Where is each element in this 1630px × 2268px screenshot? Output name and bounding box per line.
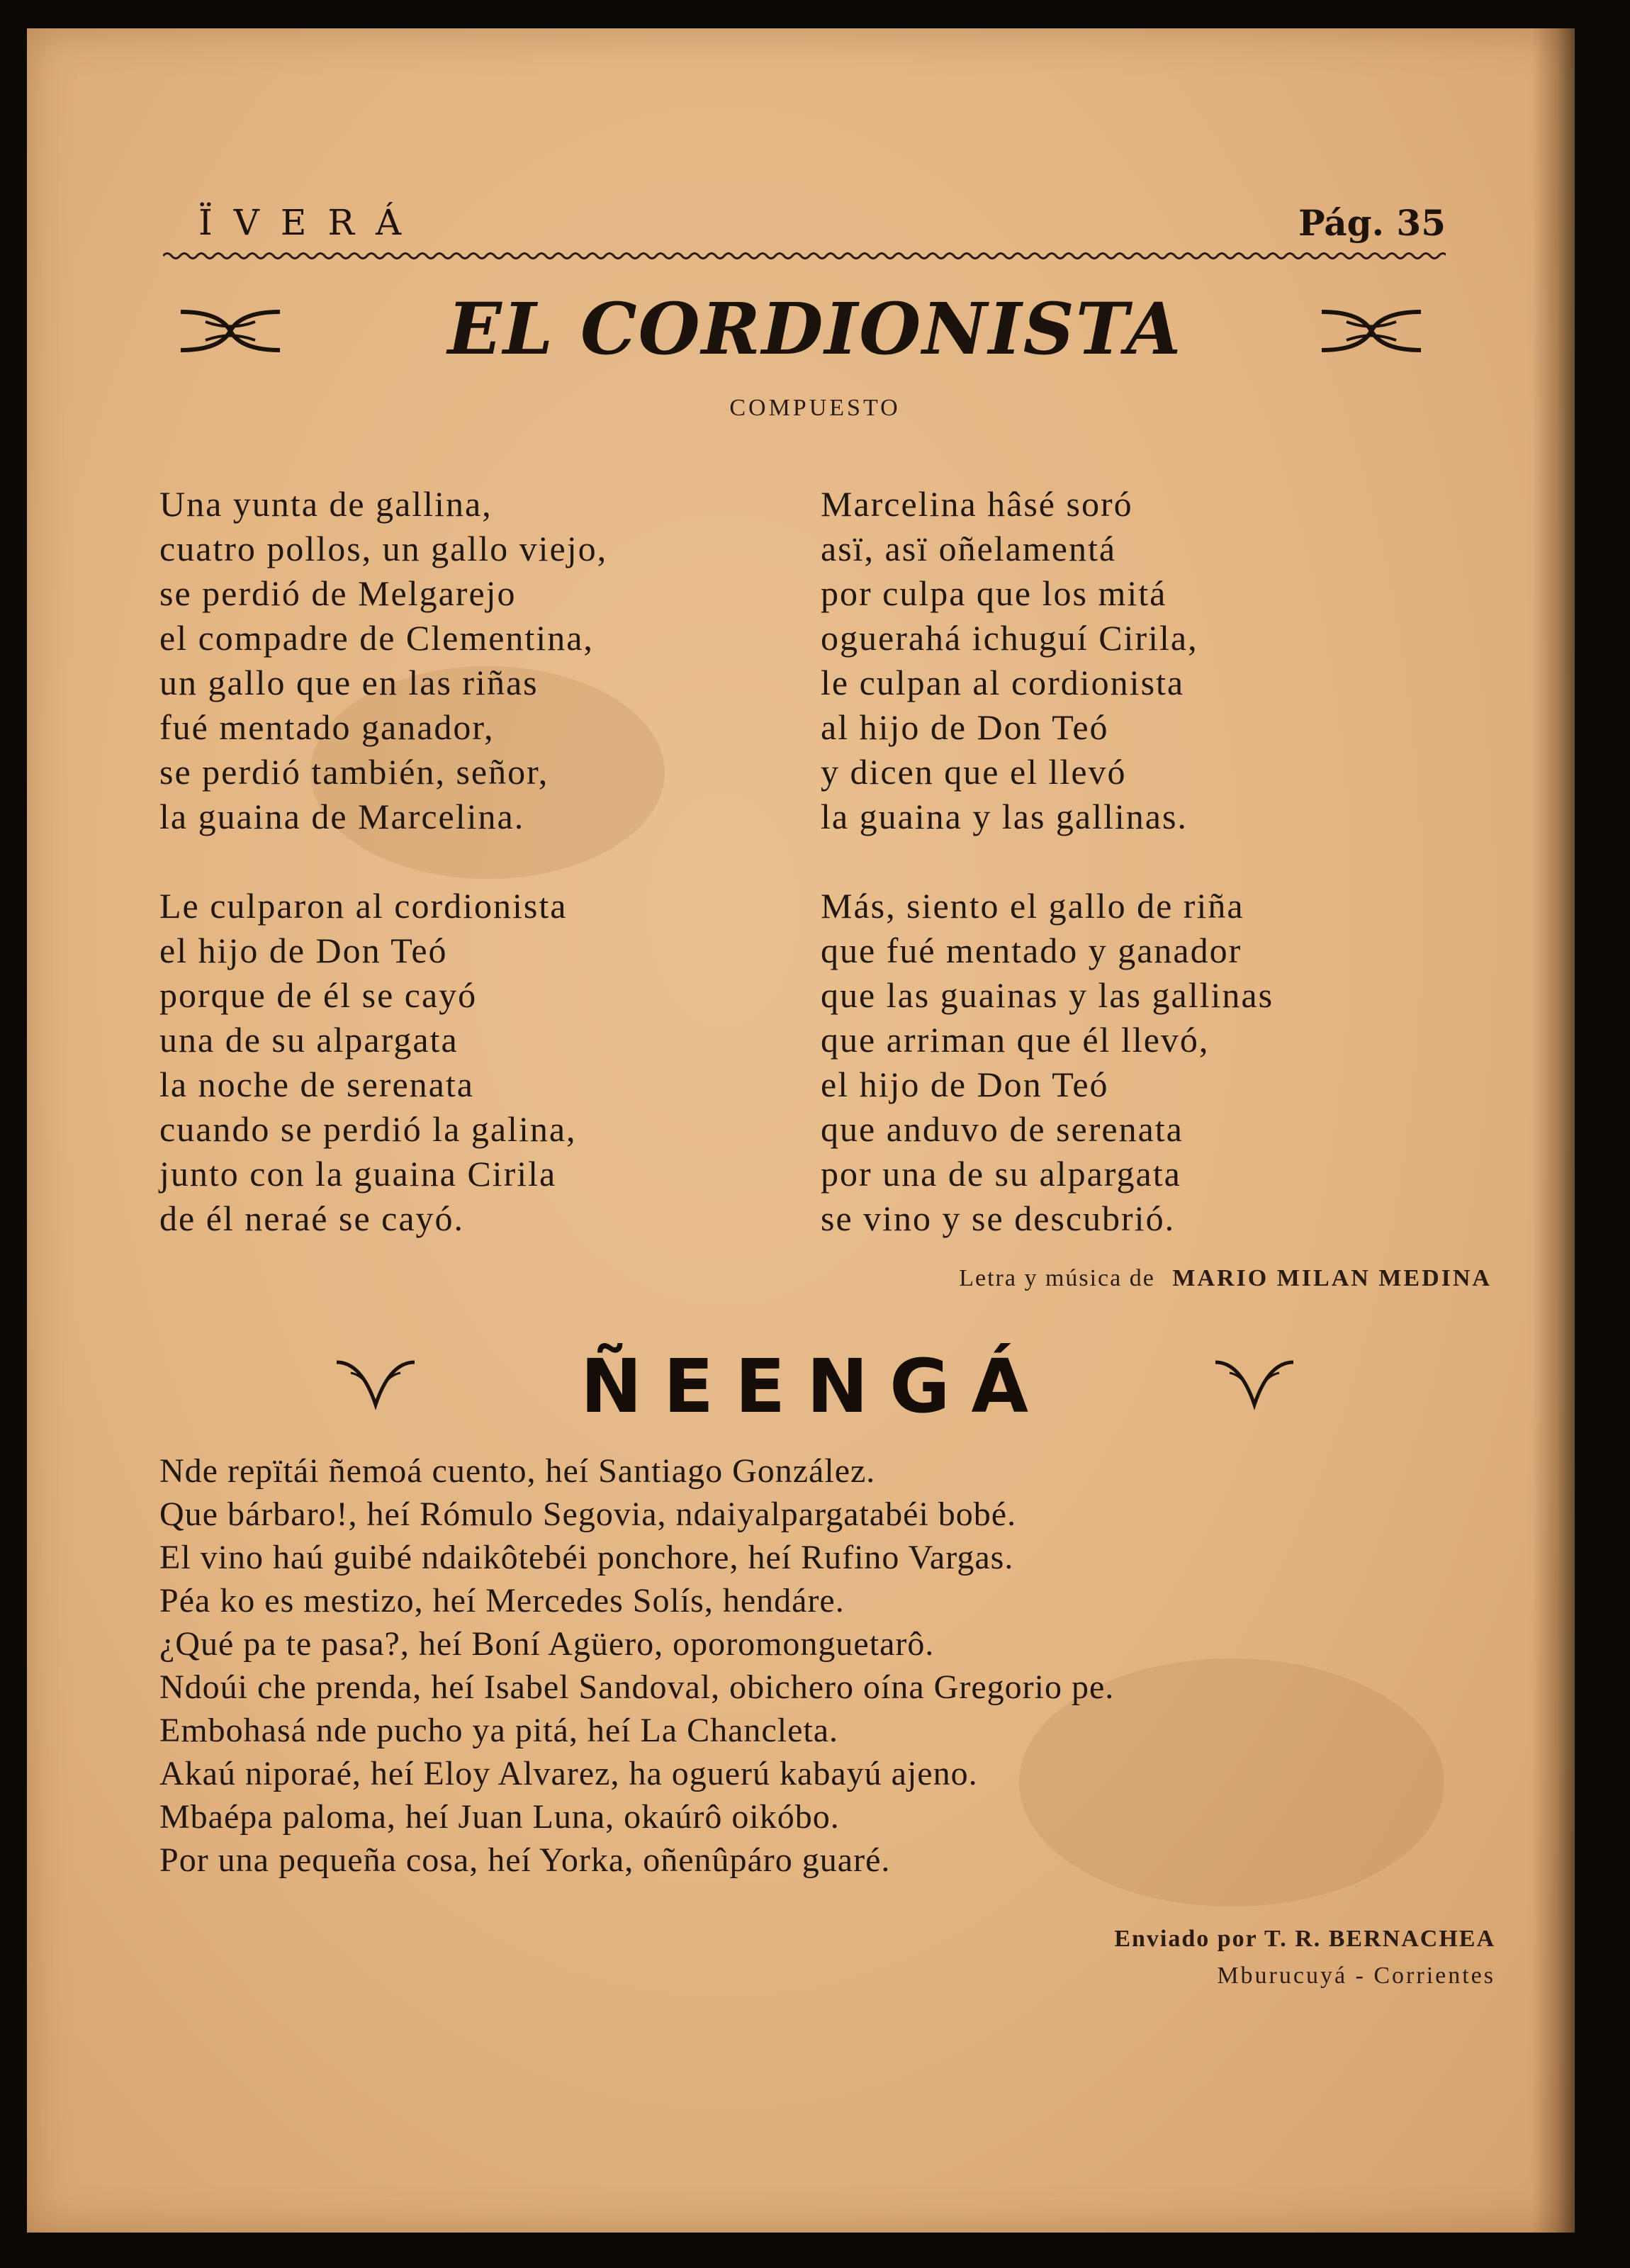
lyric-line: se vino y se descubrió. [821, 1198, 1176, 1238]
lyric-line: una de su alpargata [159, 1020, 459, 1060]
wavy-rule [163, 249, 1446, 262]
page-number: Pág. 35 [1298, 202, 1446, 244]
lyric-line: se perdió de Melgarejo [159, 573, 517, 613]
saying-line: Péa ko es mestizo, heí Mercedes Solís, hendáre. [159, 1582, 845, 1619]
lyric-line: junto con la guaina Cirila [159, 1154, 557, 1194]
page-header [163, 202, 1446, 245]
song-credit [959, 1265, 1492, 1292]
lyric-line: fué mentado ganador, [159, 707, 495, 747]
lyric-line: que anduvo de serenata [821, 1109, 1184, 1149]
lyric-line: un gallo que en las riñas [159, 663, 539, 702]
stanza [159, 482, 783, 839]
lyric-line: Le culparon al cordionista [159, 886, 568, 926]
lyric-line: el hijo de Don Teó [159, 931, 448, 970]
stanza [821, 884, 1444, 1241]
song-subtitle: COMPUESTO [729, 395, 901, 421]
lyric-line: cuatro pollos, un gallo viejo, [159, 529, 608, 568]
lyric-line: oguerahá ichuguí Cirila, [821, 618, 1198, 658]
lyric-line: y dicen que el llevó [821, 752, 1127, 792]
lyric-line: la guaina y las gallinas. [821, 797, 1188, 836]
credit-author: MARIO MILAN MEDINA [1172, 1265, 1492, 1291]
saying-line: Ndoúi che prenda, heí Isabel Sandoval, obichero oína Gregorio pe. [159, 1668, 1115, 1706]
saying-line: Nde repïtái ñemoá cuento, heí Santiago González. [159, 1452, 876, 1490]
lyric-line: el compadre de Clementina, [159, 618, 594, 658]
saying-line: ¿Qué pa te pasa?, heí Boní Agüero, oporomonguetarô. [159, 1625, 935, 1663]
stanza [821, 482, 1444, 839]
saying-line: Por una pequeña cosa, heí Yorka, oñenûpáro guaré. [159, 1841, 891, 1879]
saying-line: Embohasá nde pucho ya pitá, heí La Chancleta. [159, 1712, 839, 1749]
lyric-line: al hijo de Don Teó [821, 707, 1109, 747]
saying-line: El vino haú guibé ndaikôtebéi ponchore, heí Rufino Vargas. [159, 1539, 1014, 1576]
lyric-line: por una de su alpargata [821, 1154, 1181, 1194]
song-title: EL CORDIONISTA [447, 287, 1183, 371]
lyric-line: el hijo de Don Teó [821, 1065, 1109, 1104]
lyric-line: la noche de serenata [159, 1065, 474, 1104]
lyric-line: cuando se perdió la galina, [159, 1109, 577, 1149]
lyric-line: porque de él se cayó [159, 975, 478, 1015]
stanza [159, 884, 783, 1241]
saying-line: Akaú niporaé, heí Eloy Alvarez, ha oguerú kabayú ajeno. [159, 1755, 978, 1792]
magazine-title: ÏVERÁ [198, 202, 423, 243]
lyric-line: que fué mentado y ganador [821, 931, 1242, 970]
lyric-line: Una yunta de gallina, [159, 484, 493, 524]
lyric-line: Marcelina hâsé soró [821, 484, 1133, 524]
lyric-line: se perdió también, señor, [159, 752, 549, 792]
lyric-line: de él neraé se cayó. [159, 1198, 465, 1238]
saying-line: Mbaépa paloma, heí Juan Luna, okaúrô oikóbo. [159, 1798, 840, 1836]
lyric-line: que arriman que él llevó, [821, 1020, 1210, 1060]
lyrics-left-column [159, 482, 783, 1286]
lyric-line: que las guainas y las gallinas [821, 975, 1274, 1015]
sayings-list [159, 1449, 1449, 1882]
sent-by: Enviado por T. R. BERNACHEA [1114, 1926, 1495, 1952]
lyric-line: le culpan al cordionista [821, 663, 1185, 702]
credit-role: Letra y música de [959, 1265, 1155, 1291]
lyric-line: Más, siento el gallo de riña [821, 886, 1244, 926]
saying-line: Que bárbaro!, heí Rómulo Segovia, ndaiyalpargatabéi bobé. [159, 1495, 1017, 1533]
sent-credit [1114, 1921, 1495, 1994]
section-title: ÑEENGÁ [580, 1343, 1050, 1430]
lyric-line: asï, asï oñelamentá [821, 529, 1117, 568]
lyrics-right-column [821, 482, 1444, 1286]
lyric-line: la guaina de Marcelina. [159, 797, 525, 836]
sent-place: Mburucuyá - Corrientes [1217, 1963, 1495, 1989]
lyric-line: por culpa que los mitá [821, 573, 1167, 613]
